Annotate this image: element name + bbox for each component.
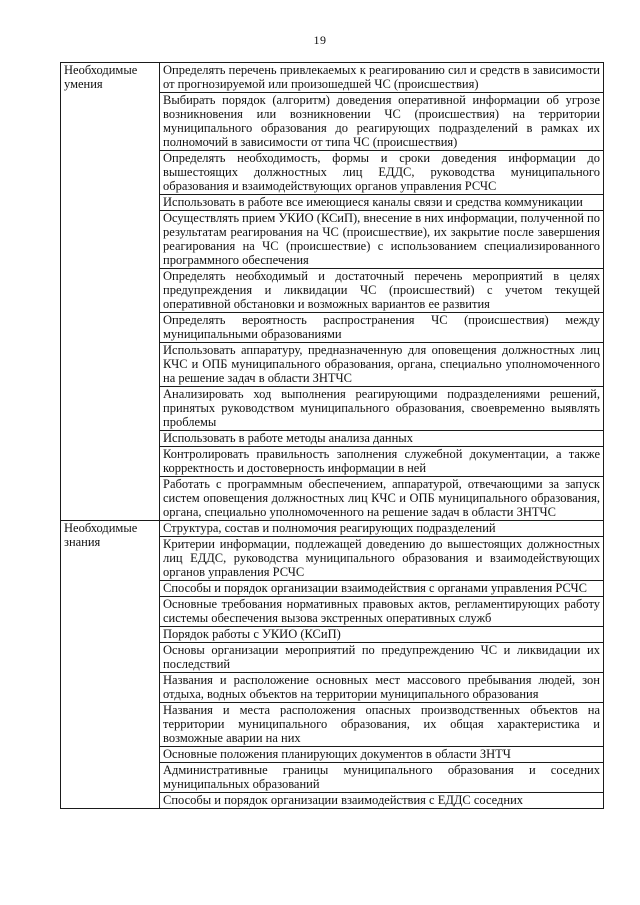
table-cell: Определять перечень привлекаемых к реагированию сил и средств в зависимости от прогнозируемой или произошедшей ЧС (происшествия): [160, 63, 604, 93]
table-cell: Использовать в работе методы анализа данных: [160, 431, 604, 447]
table-cell: Определять необходимость, формы и сроки доведения информации до вышестоящих должностных лиц ЕДДС, руководства муниципального образования и взаимодействующих органов управления РСЧС: [160, 151, 604, 195]
table-cell: Определять необходимый и достаточный перечень мероприятий в целях предупреждения и ликвидации ЧС (происшествий) с учетом текущей оперативной обстановки и возможных вариантов ее развития: [160, 269, 604, 313]
requirements-table: [60, 62, 604, 809]
table-cell: Работать с программным обеспечением, аппаратурой, отвечающими за запуск систем оповещения должностных лиц КЧС и ОПБ муниципального образования, органа, специально уполномоченного на решение задач в области ЗНТЧС: [160, 477, 604, 521]
page-number: 19: [313, 33, 327, 47]
table-cell: Основные положения планирующих документов в области ЗНТЧ: [160, 747, 604, 763]
table-cell: Порядок работы с УКИО (КСиП): [160, 627, 604, 643]
table-cell: Определять вероятность распространения ЧС (происшествия) между муниципальными образованиями: [160, 313, 604, 343]
table-cell: Способы и порядок организации взаимодействия с ЕДДС соседних: [160, 793, 604, 809]
table-cell: Структура, состав и полномочия реагирующих подразделений: [160, 521, 604, 537]
table-cell: Контролировать правильность заполнения служебной документации, а также корректность и достоверность информации в ней: [160, 447, 604, 477]
table-cell: Названия и расположение основных мест массового пребывания людей, зон отдыха, водных объектов на территории муниципального образования: [160, 673, 604, 703]
table-cell: Анализировать ход выполнения реагирующими подразделениями решений, принятых руководством муниципального образования, своевременно выявлять проблемы: [160, 387, 604, 431]
section-label-knowledge: Необходимые знания: [61, 521, 160, 809]
table-cell: Осуществлять прием УКИО (КСиП), внесение в них информации, полученной по результатам реагирования на ЧС (происшествие), их закрытие после завершения реагирования на ЧС (происшествие) с использованием специализированного программного обеспечения: [160, 211, 604, 269]
table-cell: Способы и порядок организации взаимодействия с органами управления РСЧС: [160, 581, 604, 597]
table-cell: Основные требования нормативных правовых актов, регламентирующих работу системы обеспечения вызова экстренных оперативных служб: [160, 597, 604, 627]
table-cell: Использовать в работе все имеющиеся каналы связи и средства коммуникации: [160, 195, 604, 211]
table-cell: Критерии информации, подлежащей доведению до вышестоящих должностных лиц ЕДДС, руководства муниципального образования и взаимодействующих органов управления РСЧС: [160, 537, 604, 581]
table-cell: Названия и места расположения опасных производственных объектов на территории муниципального образования, их общая характеристика и возможные аварии на них: [160, 703, 604, 747]
table-cell: Использовать аппаратуру, предназначенную для оповещения должностных лиц КЧС и ОПБ муниципального образования, органа, специально уполномоченного на решение задач в области ЗНТЧС: [160, 343, 604, 387]
table-cell: Выбирать порядок (алгоритм) доведения оперативной информации об угрозе возникновения или возникновении ЧС (происшествия) на территории муниципального образования до реагирующих подразделений в рамках их полномочий в зависимости от типа ЧС (происшествия): [160, 93, 604, 151]
section-label-skills: Необходимые умения: [61, 63, 160, 521]
table-cell: Основы организации мероприятий по предупреждению ЧС и ликвидации их последствий: [160, 643, 604, 673]
table-row: [61, 63, 604, 93]
table-cell: Административные границы муниципального образования и соседних муниципальных образований: [160, 763, 604, 793]
table-row: [61, 521, 604, 537]
